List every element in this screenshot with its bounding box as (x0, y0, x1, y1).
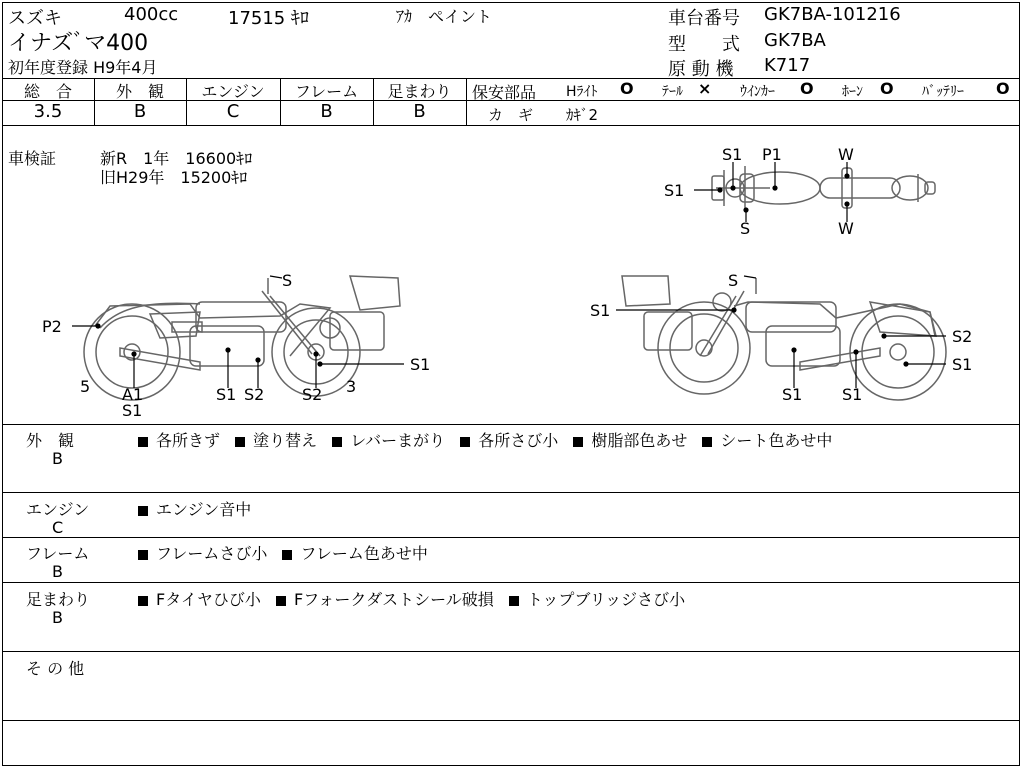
left-label-5: 5 (80, 377, 91, 396)
bullet-icon (460, 437, 470, 447)
key-label: カ ギ (488, 106, 534, 124)
remark-grade-exterior: B (52, 449, 63, 468)
bullet-icon (509, 596, 519, 606)
engine-value: K717 (764, 55, 811, 76)
inspection-old: 旧H29年 15200ｷﾛ (100, 168, 248, 187)
bullet-icon (573, 437, 583, 447)
safety-label: 保安部品 (472, 83, 537, 102)
displacement: 400cc (124, 4, 179, 25)
right-label-s1-lower: S1 (842, 385, 863, 404)
left-label-s1-lower: S1 (122, 401, 143, 420)
top-label-w: W (838, 145, 854, 164)
left-label-p2: P2 (42, 317, 62, 336)
left-label-a1: A1 (122, 385, 144, 404)
bullet-icon (138, 506, 148, 516)
left-label-s1: S1 (410, 355, 431, 374)
frame-grade-label: フレーム (294, 82, 359, 101)
engine-grade-value: C (226, 101, 240, 122)
winker-label: ｳｲﾝｶｰ (740, 84, 775, 100)
exterior-grade-value: B (133, 101, 147, 122)
engine-label: 原 動 機 (668, 59, 734, 80)
remark-label-frame: フレーム (26, 544, 90, 563)
exterior-grade-label: 外 観 (115, 82, 164, 101)
divider (466, 78, 467, 125)
divider (2, 651, 1020, 652)
bullet-icon (702, 437, 712, 447)
tail-ng-icon: × (698, 79, 712, 98)
other-label: そ の 他 (26, 659, 85, 678)
top-view-bike (712, 166, 935, 210)
remark-items-frame: フレームさび小 フレーム色あせ中 (138, 541, 428, 564)
left-label-s2-front: S2 (302, 385, 323, 404)
top-label-s1-left: S1 (664, 181, 685, 200)
remark-label-engine: エンジン (26, 500, 90, 519)
remark-grade-suspension: B (52, 608, 63, 627)
top-label-p1: P1 (762, 145, 782, 164)
horn-label: ﾎｰﾝ (842, 84, 863, 100)
top-label-s: S (740, 219, 751, 238)
bullet-icon (332, 437, 342, 447)
overall-grade-value: 3.5 (33, 101, 63, 122)
frame-grade-value: B (320, 101, 333, 122)
model-name: イナズﾞマ400 (8, 31, 149, 56)
remark-items-engine: エンジン音中 (138, 497, 251, 520)
divider (2, 492, 1020, 493)
bullet-icon (138, 437, 148, 447)
top-label-w-bottom: W (838, 219, 854, 238)
battery-ok-icon: O (996, 79, 1010, 98)
tail-label: ﾃｰﾙ (662, 84, 683, 100)
frame-number: GK7BA-101216 (764, 4, 901, 25)
right-label-s1: S1 (590, 301, 611, 320)
left-label-s: S (282, 271, 293, 290)
winker-ok-icon: O (800, 79, 814, 98)
headlight-ok-icon: O (620, 79, 634, 98)
first-registration: 初年度登録 H9年4月 (8, 58, 158, 77)
divider (2, 720, 1020, 721)
left-label-s1-engine: S1 (216, 385, 237, 404)
battery-label: ﾊﾞｯﾃﾘｰ (922, 84, 964, 100)
remark-label-suspension: 足まわり (26, 590, 91, 609)
remark-grade-frame: B (52, 562, 63, 581)
right-label-s1-engine: S1 (782, 385, 803, 404)
bullet-icon (138, 596, 148, 606)
remark-items-suspension: Fタイヤひび小 Fフォークダストシール破損 トップブリッジさび小 (138, 587, 685, 610)
left-label-s2: S2 (244, 385, 265, 404)
remark-label-exterior: 外 観 (26, 431, 75, 450)
divider (2, 582, 1020, 583)
divider (2, 424, 1020, 425)
bullet-icon (282, 550, 292, 560)
suspension-grade-value: B (413, 101, 426, 122)
divider (2, 537, 1020, 538)
overall-grade-label: 総 合 (23, 82, 72, 101)
remark-grade-engine: C (52, 518, 64, 537)
paint: ｱｶ ペイント (396, 7, 493, 26)
right-label-s: S (728, 271, 739, 290)
headlight-label: Hﾗｲﾄ (566, 84, 598, 100)
bullet-icon (235, 437, 245, 447)
bullet-icon (276, 596, 286, 606)
top-label-s1: S1 (722, 145, 743, 164)
left-label-3: 3 (346, 377, 357, 396)
type-label: 型 式 (668, 34, 740, 55)
remark-items-exterior: 各所きず 塗り替え レバーまがり 各所さび小 樹脂部色あせ シート色あせ中 (138, 428, 832, 451)
maker: スズキ (8, 8, 62, 29)
engine-grade-label: エンジン (201, 82, 265, 101)
horn-ok-icon: O (880, 79, 894, 98)
right-label-s2: S2 (952, 327, 973, 346)
damage-diagram (0, 126, 1024, 424)
right-view-bike (622, 276, 946, 400)
frame-number-label: 車台番号 (668, 8, 740, 29)
key-value: ｶｷﾞ2 (566, 106, 599, 124)
inspection-label: 車検証 (8, 149, 57, 168)
mileage: 17515 ｷﾛ (228, 8, 309, 29)
right-label-s1-rear: S1 (952, 355, 973, 374)
bullet-icon (138, 550, 148, 560)
suspension-grade-label: 足まわり (387, 82, 452, 101)
type-value: GK7BA (764, 30, 826, 51)
inspection-new: 新R 1年 16600ｷﾛ (100, 149, 253, 168)
